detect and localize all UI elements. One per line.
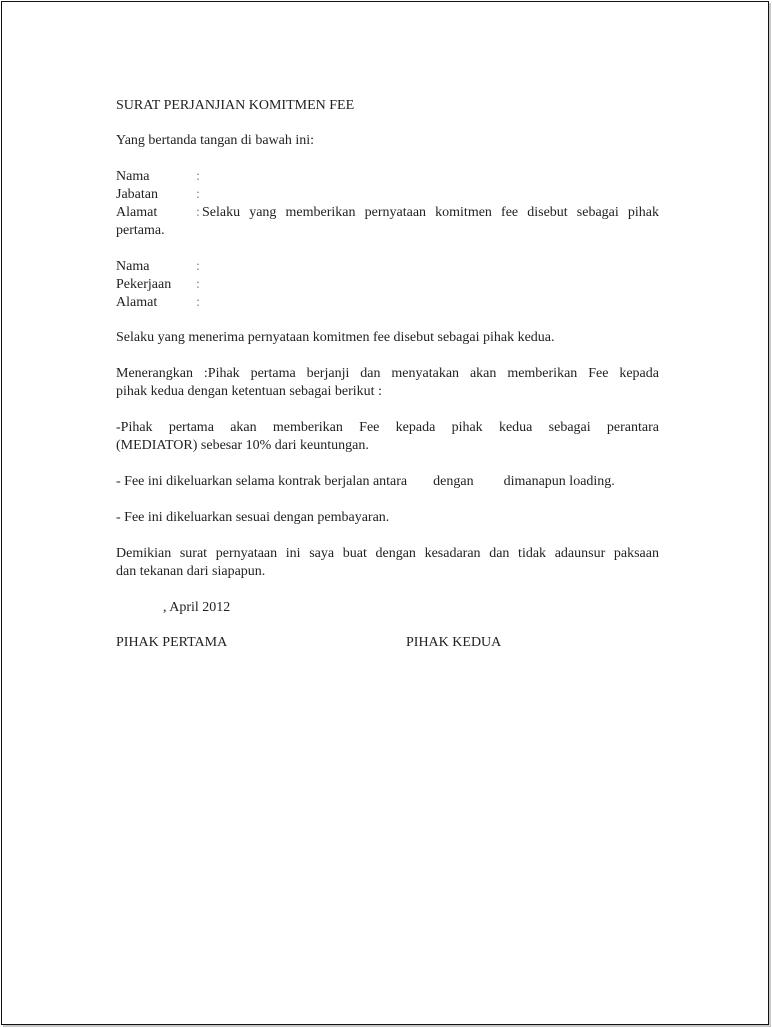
field-colon: : [196,277,200,292]
field-colon: : [196,187,200,202]
date-line: , April 2012 [163,600,231,615]
field-colon: : [196,169,200,184]
field-label: Pekerjaan [116,277,172,292]
party2-name-row [116,258,202,276]
document-title: SURAT PERJANJIAN KOMITMEN FEE [116,98,355,113]
menerangkan-line1: Menerangkan :Pihak pertama berjanji dan menyatakan akan memberikan Fee kepada [116,366,659,381]
field-label: Nama [116,169,150,184]
party2-alamat-row [116,294,202,312]
field-label: Alamat [116,205,158,220]
party2-pekerjaan-row [116,276,202,294]
party2-statement: Selaku yang menerima pernyataan komitmen fee disebut sebagai pihak kedua. [116,330,555,345]
party1-alamat-row [116,204,659,222]
field-colon: : [196,259,200,274]
term1-line2: (MEDIATOR) sebesar 10% dari keuntungan. [116,438,369,453]
party1-continuation: pertama. [116,223,165,238]
term2-part3: dimanapun loading. [503,474,615,489]
party1-role-text: Selaku yang memberikan pernyataan komitmen fee disebut sebagai pihak [202,205,659,220]
field-colon: : [196,295,200,310]
closing-line1: Demikian surat pernyataan ini saya buat dengan kesadaran dan tidak adaunsur paksaan [116,546,659,561]
document-page [1,1,769,1025]
term2-part2: dengan [433,474,474,489]
field-label: Nama [116,259,150,274]
signature-left-label: PIHAK PERTAMA [116,635,228,650]
term2-part1: - Fee ini dikeluarkan selama kontrak berjalan antara [116,474,408,489]
party1-name-row [116,168,202,186]
menerangkan-line2: pihak kedua dengan ketentuan sebagai berikut : [116,384,382,399]
closing-line2: dan tekanan dari siapapun. [116,564,266,579]
term3: - Fee ini dikeluarkan sesuai dengan pembayaran. [116,510,390,525]
term2 [116,473,615,491]
party1-jabatan-row [116,186,202,204]
term1-line1: -Pihak pertama akan memberikan Fee kepada pihak kedua sebagai perantara [116,420,659,435]
signature-right-label: PIHAK KEDUA [406,635,502,650]
field-label: Alamat [116,295,158,310]
field-colon: : [196,205,200,220]
intro-text: Yang bertanda tangan di bawah ini: [116,133,315,148]
field-label: Jabatan [116,187,158,202]
